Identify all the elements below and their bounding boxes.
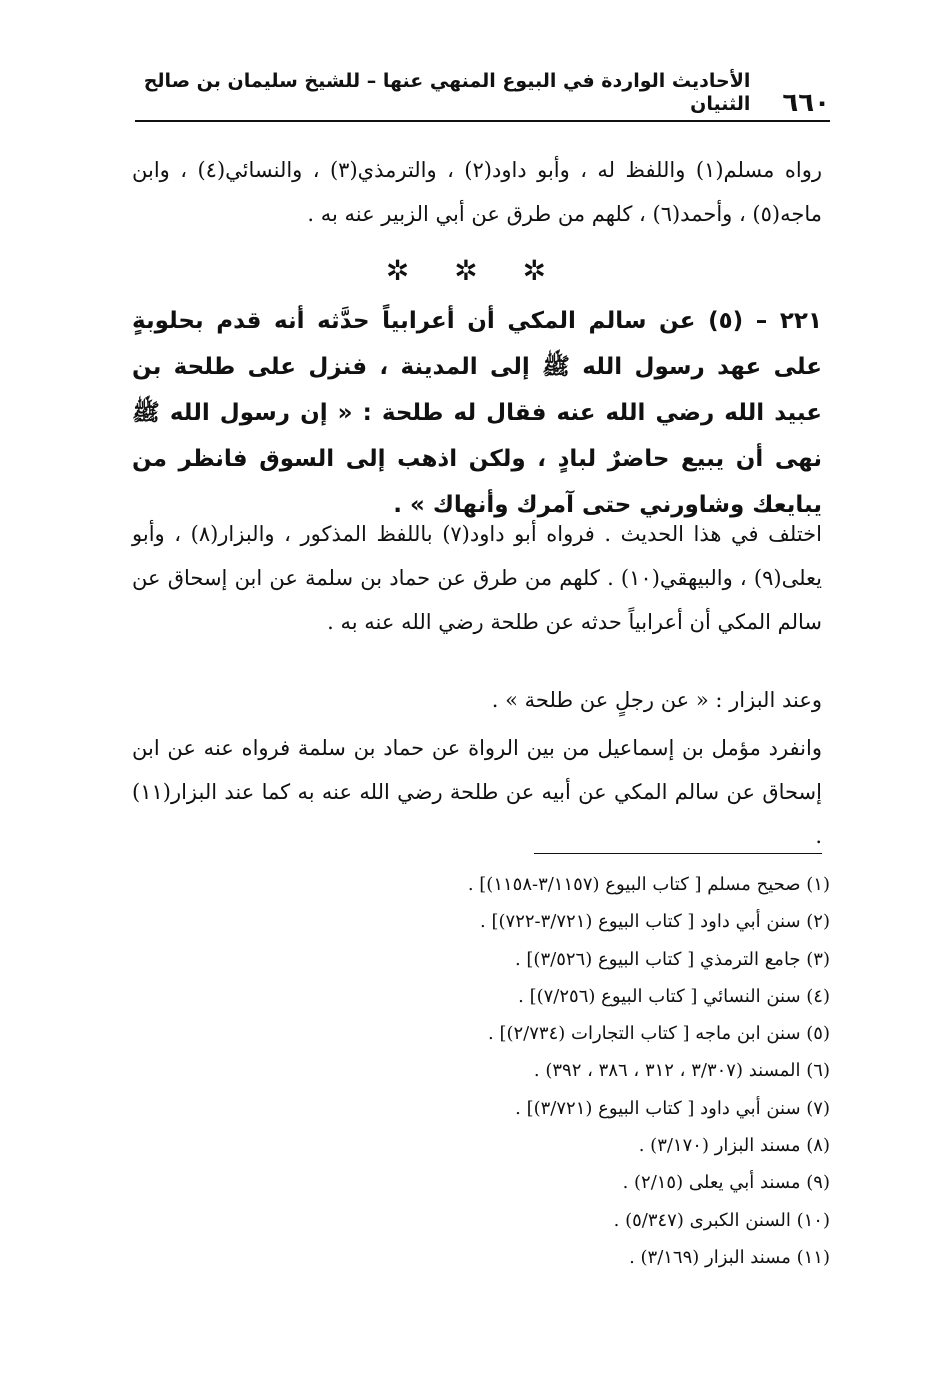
section-ornament: ✲ ✲ ✲ xyxy=(385,254,565,287)
footnotes-list xyxy=(130,866,830,1276)
footnote-item: (٢) سنن أبي داود [ كتاب البيوع (٣/٧٢١-٧٢٢)] . xyxy=(480,911,830,933)
footnote-item: (١٠) السنن الكبرى (٥/٣٤٧) . xyxy=(613,1209,830,1231)
page-number: ٦٦٠ xyxy=(782,88,830,118)
footnote-item: (١) صحيح مسلم [ كتاب البيوع (٣/١١٥٧-١١٥٨)] . xyxy=(467,874,830,895)
paragraph-5: وانفرد مؤمل بن إسماعيل من بين الرواة عن حماد بن سلمة فرواه عنه عن ابن إسحاق عن سالم المكي عن أبيه عن طلحة رضي الله عنه به كما عند البزار(١١) . xyxy=(132,736,822,848)
hadith-text: ٢٢١ – (٥) عن سالم المكي أن أعرابياً حدَّثه أنه قدم بحلوبةٍ على عهد رسول الله ﷺ إلى المدينة ، فنزل على طلحة بن عبيد الله رضي الله عنه فقال له طلحة : « إن رسول الله ﷺ نهى أن يبيع حاضرٌ لبادٍ ، ولكن اذهب إلى السوق فانظر من يبايعك وشاورني حتى آمرك وأنهاك » . xyxy=(132,308,822,518)
footnote-item: (٣) جامع الترمذي [ كتاب البيوع (٣/٥٢٦)] . xyxy=(514,948,830,970)
paragraph-4: وعند البزار : « عن رجلٍ عن طلحة » . xyxy=(491,688,822,712)
paragraph-3: اختلف في هذا الحديث . فرواه أبو داود(٧) باللفظ المذكور ، والبزار(٨) ، وأبو يعلى(٩) ، والبيهقي(١٠) . كلهم من طرق عن حماد بن سلمة عن ابن إسحاق عن سالم المكي أن أعرابياً حدثه عن طلحة رضي الله عنه به . xyxy=(132,522,822,634)
footnote-item: (٥) سنن ابن ماجه [ كتاب التجارات (٢/٧٣٤)] . xyxy=(488,1023,830,1045)
footnote-item: (٨) مسند البزار (٣/١٧٠) . xyxy=(638,1135,830,1157)
footnote-separator xyxy=(534,853,822,854)
footnote-item: (٦) المسند (٣/٣٠٧ ، ٣١٢ ، ٣٨٦ ، ٣٩٢) . xyxy=(533,1060,830,1082)
paragraph-1: رواه مسلم(١) واللفظ له ، وأبو داود(٢) ، والترمذي(٣) ، والنسائي(٤) ، وابن ماجه(٥) ، وأحمد(٦) ، كلهم من طرق عن أبي الزبير عنه به . xyxy=(132,158,822,226)
footnote-item: (٩) مسند أبي يعلى (٢/١٥) . xyxy=(622,1172,830,1194)
footnote-item: (١١) مسند البزار (٣/١٦٩) . xyxy=(629,1246,830,1268)
footnote-item: (٧) سنن أبي داود [ كتاب البيوع (٣/٧٢١)] . xyxy=(515,1097,830,1119)
page-header xyxy=(135,70,830,122)
running-title: الأحاديث الواردة في البيوع المنهي عنها – للشيخ سليمان بن صالح الثنيان xyxy=(143,70,751,116)
footnote-item: (٤) سنن النسائي [ كتاب البيوع (٧/٢٥٦)] . xyxy=(518,985,830,1007)
